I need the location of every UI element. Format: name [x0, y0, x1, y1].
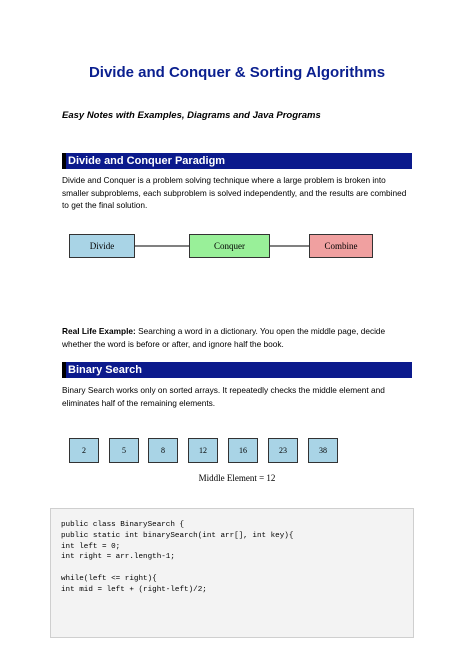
section-heading-label: Divide and Conquer Paradigm — [68, 155, 226, 167]
code-line: int mid = left + (right-left)/2; — [61, 585, 207, 594]
array-cell: 12 — [188, 438, 218, 463]
code-line — [61, 563, 413, 574]
array-cell: 5 — [109, 438, 139, 463]
page-title: Divide and Conquer & Sorting Algorithms — [88, 64, 386, 81]
heading-marker — [62, 362, 66, 378]
section2-paragraph: Binary Search works only on sorted arrays. It repeatedly checks the middle element and eliminates half of the remaining elements. — [62, 385, 385, 408]
code-line: while(left <= right){ — [61, 574, 157, 583]
code-line: public class BinarySearch { — [61, 521, 185, 529]
section1-paragraph: Divide and Conquer is a problem solving technique where a large problem is broken into smaller subproblems, each subproblem is solved independently, and the results are combined to get the final solution. — [62, 175, 407, 210]
conquer-box: Conquer — [189, 234, 270, 258]
middle-element-caption: Middle Element = 12 — [198, 473, 276, 483]
array-cell: 8 — [148, 438, 178, 463]
section-heading-label: Binary Search — [68, 364, 142, 376]
page-subtitle: Easy Notes with Examples, Diagrams and Java Programs — [62, 110, 321, 121]
real-life-label: Real Life Example: — [62, 326, 136, 336]
array-cell: 16 — [228, 438, 258, 463]
code-line: int left = 0; — [61, 542, 121, 551]
code-block — [50, 508, 414, 638]
array-cell: 2 — [69, 438, 99, 463]
divide-box: Divide — [69, 234, 135, 258]
code-line: public static int binarySearch(int arr[], int key){ — [61, 531, 294, 540]
combine-box: Combine — [309, 234, 373, 258]
real-life-text: Searching a word in a dictionary. You open the middle page, decide whether the word is before or after, and ignore half the book. — [62, 326, 386, 349]
array-cell: 23 — [268, 438, 298, 463]
section-heading-binary-search — [62, 362, 412, 378]
code-line: int right = arr.length-1; — [61, 553, 175, 562]
real-life-example — [62, 325, 414, 350]
array-cell: 38 — [308, 438, 338, 463]
